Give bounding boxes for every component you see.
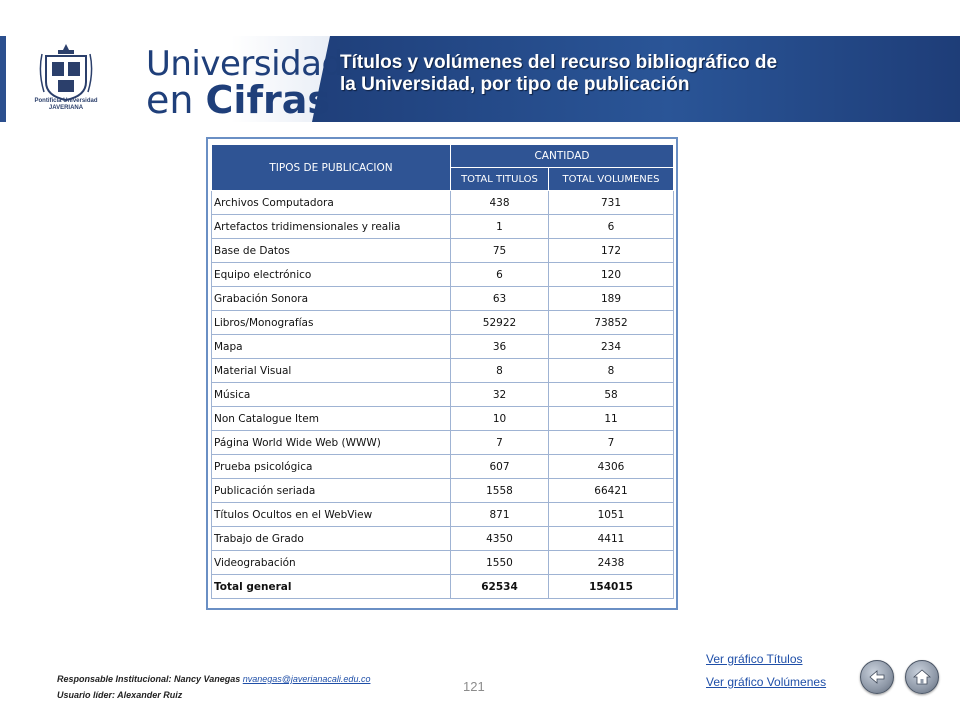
cell-total-volumenes: 172 (549, 239, 674, 263)
brand-line2-bold: Cifras (205, 78, 330, 122)
responsable-email-link[interactable]: nvanegas@javerianacali.edu.co (242, 674, 371, 684)
home-icon (912, 667, 932, 687)
brand-line1: Universidad (146, 44, 343, 84)
table-row (212, 479, 674, 503)
cell-total-titulos: 8 (451, 359, 549, 383)
table-row (212, 359, 674, 383)
table-row (212, 263, 674, 287)
page-title (340, 52, 860, 96)
cell-tipo: Mapa (212, 335, 451, 359)
cell-total-volumenes: 73852 (549, 311, 674, 335)
table-row (212, 527, 674, 551)
cell-total-volumenes: 8 (549, 359, 674, 383)
home-button[interactable] (905, 660, 939, 694)
header-total-volumenes: TOTAL VOLUMENES (549, 168, 674, 191)
table-row (212, 503, 674, 527)
header-left-stripe (0, 36, 6, 122)
cell-total-titulos: 4350 (451, 527, 549, 551)
arrow-left-icon (867, 667, 887, 687)
responsable-info (57, 671, 370, 703)
cell-total-titulos: 32 (451, 383, 549, 407)
table-row (212, 191, 674, 215)
table-row (212, 455, 674, 479)
header-cantidad: CANTIDAD (451, 145, 674, 168)
cell-total-volumenes: 154015 (549, 575, 674, 599)
cell-tipo: Página World Wide Web (WWW) (212, 431, 451, 455)
logo-caption-line2: JAVERIANA (48, 105, 84, 111)
page-title-line1: Títulos y volúmenes del recurso bibliográfico de (340, 52, 778, 73)
cell-total-volumenes: 234 (549, 335, 674, 359)
responsable-label: Responsable Institucional: Nancy Vanegas (57, 674, 241, 684)
cell-total-titulos: 1 (451, 215, 549, 239)
cell-total-titulos: 36 (451, 335, 549, 359)
brand-line2 (146, 78, 330, 122)
table-row (212, 287, 674, 311)
cell-tipo: Publicación seriada (212, 479, 451, 503)
cell-total-volumenes: 731 (549, 191, 674, 215)
logo-caption (30, 98, 102, 112)
cell-total-volumenes: 4411 (549, 527, 674, 551)
brand-line2-prefix: en (146, 78, 206, 122)
page-title-line2: la Universidad, por tipo de publicación (340, 74, 690, 95)
page-number: 121 (463, 679, 485, 694)
cell-total-volumenes: 6 (549, 215, 674, 239)
cell-total-volumenes: 11 (549, 407, 674, 431)
table-row (212, 383, 674, 407)
table-row (212, 239, 674, 263)
back-button[interactable] (860, 660, 894, 694)
table-total-row (212, 575, 674, 599)
cell-total-volumenes: 66421 (549, 479, 674, 503)
cell-tipo: Videograbación (212, 551, 451, 575)
cell-tipo: Prueba psicológica (212, 455, 451, 479)
table-row (212, 311, 674, 335)
cell-total-titulos: 6 (451, 263, 549, 287)
cell-total-titulos: 438 (451, 191, 549, 215)
cell-total-titulos: 10 (451, 407, 549, 431)
cell-total-titulos: 607 (451, 455, 549, 479)
table-row (212, 215, 674, 239)
cell-total-titulos: 871 (451, 503, 549, 527)
cell-total-titulos: 75 (451, 239, 549, 263)
cell-tipo: Trabajo de Grado (212, 527, 451, 551)
cell-total-volumenes: 2438 (549, 551, 674, 575)
cell-tipo: Artefactos tridimensionales y realia (212, 215, 451, 239)
cell-total-volumenes: 4306 (549, 455, 674, 479)
cell-tipo: Archivos Computadora (212, 191, 451, 215)
cell-total-titulos: 1550 (451, 551, 549, 575)
header-total-titulos: TOTAL TITULOS (451, 168, 549, 191)
table-row (212, 335, 674, 359)
ver-grafico-volumenes-link[interactable]: Ver gráfico Volúmenes (706, 675, 827, 689)
cell-total-volumenes: 7 (549, 431, 674, 455)
table-row (212, 407, 674, 431)
cell-total-titulos: 63 (451, 287, 549, 311)
cell-tipo: Non Catalogue Item (212, 407, 451, 431)
cell-total-volumenes: 189 (549, 287, 674, 311)
cell-total-titulos: 7 (451, 431, 549, 455)
publications-table (211, 144, 674, 599)
table-row (212, 551, 674, 575)
cell-tipo: Equipo electrónico (212, 263, 451, 287)
cell-total-titulos: 52922 (451, 311, 549, 335)
cell-tipo: Material Visual (212, 359, 451, 383)
cell-tipo: Títulos Ocultos en el WebView (212, 503, 451, 527)
cell-tipo: Total general (212, 575, 451, 599)
cell-total-titulos: 62534 (451, 575, 549, 599)
cell-total-volumenes: 1051 (549, 503, 674, 527)
cell-tipo: Base de Datos (212, 239, 451, 263)
cell-total-titulos: 1558 (451, 479, 549, 503)
table-row (212, 431, 674, 455)
header-tipos: TIPOS DE PUBLICACION (212, 145, 451, 191)
usuario-lider: Usuario líder: Alexander Ruiz (57, 690, 183, 700)
cell-tipo: Música (212, 383, 451, 407)
cell-tipo: Grabación Sonora (212, 287, 451, 311)
ver-grafico-titulos-link[interactable]: Ver gráfico Títulos (706, 652, 803, 666)
table-body (212, 191, 674, 599)
cell-total-volumenes: 120 (549, 263, 674, 287)
responsable-line (57, 671, 370, 687)
cell-total-volumenes: 58 (549, 383, 674, 407)
logo-caption-line1: Pontificia Universidad (34, 98, 98, 104)
cell-tipo: Libros/Monografías (212, 311, 451, 335)
header-banner (0, 36, 960, 122)
publications-table-frame (206, 137, 678, 610)
